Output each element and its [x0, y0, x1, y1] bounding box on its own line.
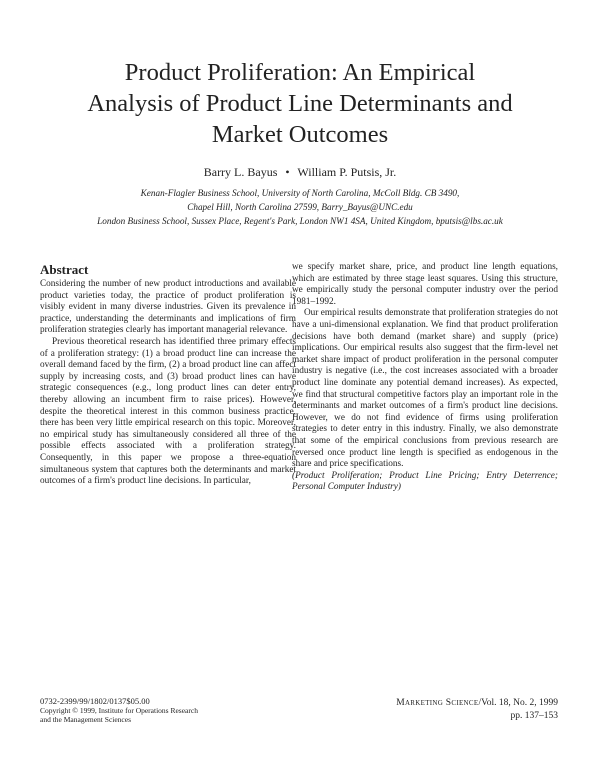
copyright-line: Copyright © 1999, Institute for Operations Research [40, 706, 198, 715]
abstract-paragraph: Our empirical results demonstrate that proliferation strategies do not have a uni-dimensional explanation. We find that product proliferation decisions have both demand (market share) and supply (price) implications. Our empirical results also suggest that the firm-level net market share impact of product proliferation in the personal computer industry is negative (i.e., the cost increases associated with a broader product line dominate any potential demand increases). As expected, we find that structural competitive factors play an important role in the determinants and market outcomes of a firm's product line decisions. However, we do not find evidence of firms using proliferation strategies to deter entry in this industry. Finally, we also demonstrate that some of the empirical conclusions from previous research are reversed once product line length is specified as endogenous in the share and price specifications. [292, 308, 558, 470]
author-list [40, 165, 560, 180]
publication-info [40, 697, 198, 724]
abstract-column-left [40, 262, 296, 488]
author-name: Barry L. Bayus [203, 165, 278, 179]
affiliation-line: Chapel Hill, North Carolina 27599, Barry_Bayus@UNC.edu [187, 202, 413, 212]
journal-volume: /Vol. 18, No. 2, 1999 [478, 698, 558, 708]
abstract-heading: Abstract [40, 262, 89, 277]
keywords: (Product Proliferation; Product Line Pricing; Entry Deterrence; Personal Computer Industry) [292, 470, 558, 493]
page-range: pp. 137–153 [510, 711, 558, 721]
author-name: William P. Putsis, Jr. [297, 165, 397, 179]
journal-info [340, 697, 558, 723]
title-line-2: Analysis of Product Line Determinants and [87, 90, 513, 117]
copyright-line: and the Management Sciences [40, 715, 132, 724]
affiliation-line: London Business School, Sussex Place, Regent's Park, London NW1 4SA, United Kingdom, bputsis@lbs.ac.uk [97, 216, 503, 226]
title-line-3: Market Outcomes [211, 121, 389, 148]
journal-name: Marketing Science [396, 698, 479, 708]
title-line-1: Product Proliferation: An Empirical [124, 59, 476, 86]
paper-title [40, 57, 560, 150]
abstract-paragraph: Considering the number of new product introductions and available product varieties today, the practice of product proliferation is visibly evident in many diverse industries. Given its prevalence in practice, understanding the determinants and implications of firm proliferation strategies clearly has important managerial relevance. [40, 279, 296, 336]
author-separator: • [285, 165, 290, 179]
article-code: 0732-2399/99/1802/0137$05.00 [40, 696, 150, 706]
abstract-paragraph: Previous theoretical research has identified three primary effects of a proliferation strategy: (1) a broad product line can increase the overall demand faced by the firm, (2) a broad product line can affect supply by increasing costs, and (3) broad product lines can have strategic consequences (e.g., long product lines can deter entry, thereby allowing an incumbent firm to raise prices). However, despite the theoretical interest in this common business practice, there has been very little empirical research on this topic. Moreover, no empirical study has simultaneously considered all three of the possible effects associated with a proliferation strategy. Consequently, in this paper we propose a three-equation simultaneous system that captures both the determinants and market outcomes of a firm's product line decisions. In particular, [40, 336, 296, 487]
abstract-column-right [292, 262, 558, 494]
affiliation-line: Kenan-Flagler Business School, University of North Carolina, McColl Bldg. CB 3490, [140, 188, 460, 198]
abstract-paragraph: we specify market share, price, and product line length equations, which are estimated by three stage least squares. Using this structure, we empirically study the personal computer industry over the period 1981–1992. [292, 262, 558, 307]
